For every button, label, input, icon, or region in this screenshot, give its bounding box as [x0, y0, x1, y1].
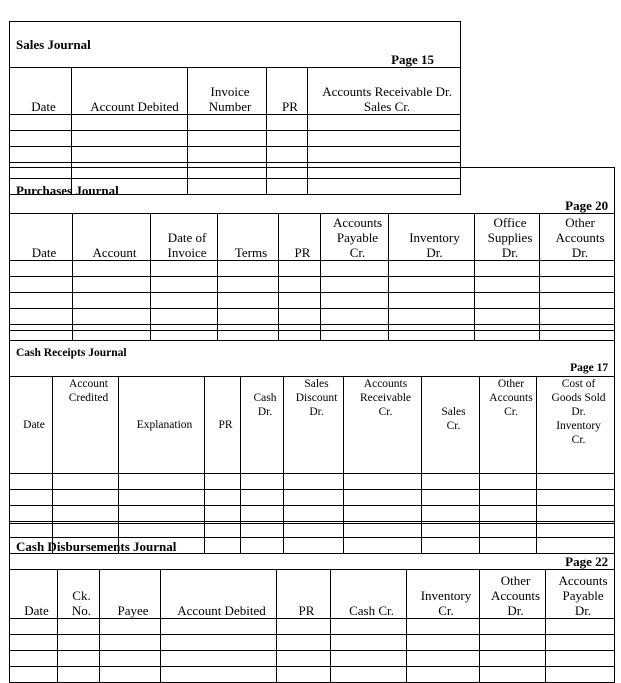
column-header: Date — [10, 570, 58, 619]
column-header: Inventory Cr. — [407, 570, 480, 619]
column-header: Cost of Goods Sold Dr. Inventory Cr. — [537, 377, 615, 474]
purchases-journal-title-bar — [10, 168, 615, 214]
column-header: PR — [279, 214, 321, 261]
column-header: Other Accounts Cr. — [480, 377, 537, 474]
column-header: Cash Cr. — [331, 570, 407, 619]
sales-journal-title-bar — [10, 22, 461, 68]
cash-disbursements-journal-page: Page 22 — [565, 554, 609, 569]
table-row — [10, 131, 461, 147]
column-header: Terms — [218, 214, 279, 261]
column-header: PR — [205, 377, 241, 474]
column-header: Account Debited — [72, 68, 188, 115]
table-row — [10, 506, 615, 522]
table-row — [10, 474, 615, 490]
cash-receipts-journal-page: Page 17 — [570, 362, 609, 374]
cash-disbursements-journal-title-bar — [10, 524, 615, 570]
purchases-journal-page: Page 20 — [565, 198, 609, 213]
column-header: Account — [73, 214, 151, 261]
column-header: Invoice Number — [188, 68, 267, 115]
column-header: Office Supplies Dr. — [475, 214, 540, 261]
cash-receipts-journal-title: Cash Receipts Journal — [16, 347, 127, 359]
column-header: Date — [10, 377, 53, 474]
cash-receipts-journal — [9, 330, 615, 554]
table-row — [10, 635, 615, 651]
table-row — [10, 667, 615, 683]
sales-journal-title: Sales Journal — [16, 37, 91, 52]
column-header: Ck. No. — [58, 570, 100, 619]
column-header: Accounts Receivable Cr. — [344, 377, 422, 474]
column-header: Other Accounts Dr. — [540, 214, 615, 261]
column-header: Date — [10, 214, 73, 261]
column-header: Accounts Payable Cr. — [321, 214, 389, 261]
table-row — [10, 651, 615, 667]
table-row — [10, 293, 615, 309]
table-row — [10, 619, 615, 635]
column-header: PR — [277, 570, 331, 619]
column-header: Other Accounts Dr. — [480, 570, 546, 619]
table-row — [10, 115, 461, 131]
column-header: Sales Discount Dr. — [284, 377, 344, 474]
column-header: Account Credited — [53, 377, 119, 474]
table-row — [10, 277, 615, 293]
table-row — [10, 309, 615, 325]
table-row — [10, 147, 461, 163]
column-header: Explanation — [119, 377, 205, 474]
table-row — [10, 261, 615, 277]
cash-disbursements-journal-title: Cash Disbursements Journal — [16, 539, 177, 554]
purchases-journal-title: Purchases Journal — [16, 183, 119, 198]
column-header: Date of Invoice — [151, 214, 218, 261]
column-header: Payee — [100, 570, 161, 619]
column-header: PR — [267, 68, 308, 115]
column-header: Cash Dr. — [241, 377, 284, 474]
column-header: Accounts Payable Dr. — [546, 570, 615, 619]
column-header: Sales Cr. — [422, 377, 480, 474]
column-header: Account Debited — [161, 570, 277, 619]
column-header: Accounts Receivable Dr. Sales Cr. — [308, 68, 461, 115]
table-row — [10, 490, 615, 506]
cash-receipts-journal-title-bar — [10, 331, 615, 377]
sales-journal-page: Page 15 — [391, 52, 435, 67]
cash-disbursements-journal — [9, 523, 615, 683]
column-header: Inventory Dr. — [389, 214, 475, 261]
purchases-journal — [9, 167, 615, 341]
column-header: Date — [10, 68, 72, 115]
